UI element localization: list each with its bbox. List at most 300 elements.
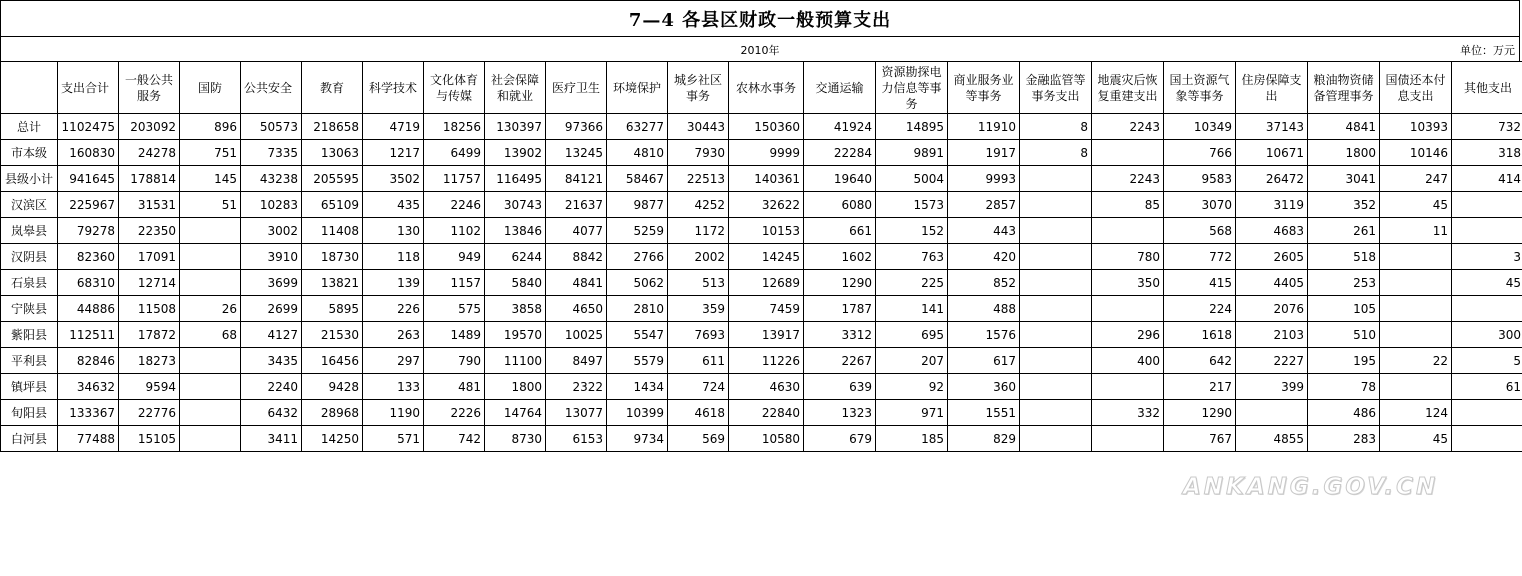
table-cell: 178814 (119, 166, 180, 192)
table-cell (1020, 192, 1092, 218)
table-cell: 513 (668, 270, 729, 296)
table-cell: 8730 (485, 426, 546, 452)
table-cell: 41924 (804, 114, 876, 140)
table-cell: 18273 (119, 348, 180, 374)
table-cell: 133 (363, 374, 424, 400)
table-cell: 3411 (241, 426, 302, 452)
table-cell: 2857 (948, 192, 1020, 218)
table-cell: 679 (804, 426, 876, 452)
table-cell: 82846 (58, 348, 119, 374)
row-label: 镇坪县 (1, 374, 58, 400)
column-header: 其他支出 (1452, 62, 1522, 114)
table-cell: 13846 (485, 218, 546, 244)
row-label: 汉滨区 (1, 192, 58, 218)
table-cell: 3699 (241, 270, 302, 296)
table-cell (180, 374, 241, 400)
table-cell: 2605 (1236, 244, 1308, 270)
table-cell: 1323 (804, 400, 876, 426)
table-cell: 6432 (241, 400, 302, 426)
table-cell: 6244 (485, 244, 546, 270)
table-cell: 11226 (729, 348, 804, 374)
table-cell (1452, 218, 1522, 244)
table-body (1, 114, 1522, 452)
table-cell: 85 (1092, 192, 1164, 218)
table-cell: 4405 (1236, 270, 1308, 296)
table-cell: 226 (363, 296, 424, 322)
table-header-row (1, 62, 1522, 114)
table-cell: 3041 (1308, 166, 1380, 192)
table-cell: 8 (1020, 114, 1092, 140)
table-cell: 9594 (119, 374, 180, 400)
table-cell: 45 (1452, 270, 1522, 296)
table-cell (1092, 374, 1164, 400)
table-cell: 5062 (607, 270, 668, 296)
table-cell: 6080 (804, 192, 876, 218)
table-row (1, 348, 1522, 374)
table-cell: 247 (1380, 166, 1452, 192)
table-cell: 22513 (668, 166, 729, 192)
table-cell: 14245 (729, 244, 804, 270)
table-cell: 45 (1380, 192, 1452, 218)
table-cell: 97366 (546, 114, 607, 140)
table-cell: 5547 (607, 322, 668, 348)
table-cell: 2076 (1236, 296, 1308, 322)
table-cell (1020, 322, 1092, 348)
table-cell: 160830 (58, 140, 119, 166)
table-cell: 10283 (241, 192, 302, 218)
table-cell: 50573 (241, 114, 302, 140)
table-cell: 949 (424, 244, 485, 270)
table-cell: 133367 (58, 400, 119, 426)
table-cell: 488 (948, 296, 1020, 322)
table-cell: 896 (180, 114, 241, 140)
table-cell: 1551 (948, 400, 1020, 426)
table-cell: 352 (1308, 192, 1380, 218)
table-cell: 30743 (485, 192, 546, 218)
year-label: 2010年 (740, 44, 780, 57)
table-cell: 26 (180, 296, 241, 322)
table-cell: 767 (1164, 426, 1236, 452)
table-cell: 5840 (485, 270, 546, 296)
table-cell: 11408 (302, 218, 363, 244)
table-cell: 772 (1164, 244, 1236, 270)
table-cell: 8 (1020, 140, 1092, 166)
table-cell: 518 (1308, 244, 1380, 270)
table-cell: 28968 (302, 400, 363, 426)
row-label: 县级小计 (1, 166, 58, 192)
table-cell: 152 (876, 218, 948, 244)
row-label: 岚皋县 (1, 218, 58, 244)
table-cell: 2322 (546, 374, 607, 400)
sheet-title: 7—4 各县区财政一般预算支出 (0, 0, 1520, 36)
table-cell: 639 (804, 374, 876, 400)
table-cell: 17091 (119, 244, 180, 270)
table-cell: 9877 (607, 192, 668, 218)
column-header: 文化体育与传媒 (424, 62, 485, 114)
table-cell: 5004 (876, 166, 948, 192)
table-row (1, 166, 1522, 192)
table-cell: 481 (424, 374, 485, 400)
table-cell: 4630 (729, 374, 804, 400)
table-cell: 7693 (668, 322, 729, 348)
table-cell: 642 (1164, 348, 1236, 374)
column-header: 资源勘探电力信息等事务 (876, 62, 948, 114)
table-cell: 207 (876, 348, 948, 374)
table-cell: 225 (876, 270, 948, 296)
table-cell (1020, 400, 1092, 426)
table-cell: 185 (876, 426, 948, 452)
table-cell: 486 (1308, 400, 1380, 426)
table-cell: 4841 (1308, 114, 1380, 140)
table-cell: 15105 (119, 426, 180, 452)
table-cell: 68310 (58, 270, 119, 296)
table-cell: 13902 (485, 140, 546, 166)
table-cell: 92 (876, 374, 948, 400)
table-cell: 3119 (1236, 192, 1308, 218)
table-cell: 195 (1308, 348, 1380, 374)
table-cell: 79278 (58, 218, 119, 244)
table-cell: 751 (180, 140, 241, 166)
table-cell: 217 (1164, 374, 1236, 400)
column-header: 国土资源气象等事务 (1164, 62, 1236, 114)
table-cell: 30443 (668, 114, 729, 140)
table-cell: 124 (1380, 400, 1452, 426)
table-cell: 2699 (241, 296, 302, 322)
table-cell: 1434 (607, 374, 668, 400)
table-cell: 1190 (363, 400, 424, 426)
table-cell: 1489 (424, 322, 485, 348)
table-cell: 1290 (1164, 400, 1236, 426)
table-cell: 4650 (546, 296, 607, 322)
table-cell: 22284 (804, 140, 876, 166)
table-cell: 695 (876, 322, 948, 348)
table-cell: 1573 (876, 192, 948, 218)
table-cell (1092, 426, 1164, 452)
table-cell: 300 (1452, 322, 1522, 348)
table-cell: 9583 (1164, 166, 1236, 192)
table-cell: 1787 (804, 296, 876, 322)
table-cell: 763 (876, 244, 948, 270)
table-cell: 11 (1380, 218, 1452, 244)
column-header: 城乡社区事务 (668, 62, 729, 114)
table-cell: 790 (424, 348, 485, 374)
table-cell: 22350 (119, 218, 180, 244)
table-cell: 400 (1092, 348, 1164, 374)
table-cell: 18256 (424, 114, 485, 140)
table-cell: 1102475 (58, 114, 119, 140)
table-cell: 14895 (876, 114, 948, 140)
table-cell (1236, 400, 1308, 426)
table-cell: 4683 (1236, 218, 1308, 244)
table-cell: 8497 (546, 348, 607, 374)
table-cell: 12689 (729, 270, 804, 296)
table-cell: 420 (948, 244, 1020, 270)
header-cell-corner (1, 62, 58, 114)
table-cell: 116495 (485, 166, 546, 192)
table-cell: 3312 (804, 322, 876, 348)
table-cell: 3435 (241, 348, 302, 374)
table-cell: 568 (1164, 218, 1236, 244)
table-cell: 130 (363, 218, 424, 244)
table-cell: 414 (1452, 166, 1522, 192)
table-cell: 5895 (302, 296, 363, 322)
table-cell (1380, 244, 1452, 270)
table-cell: 575 (424, 296, 485, 322)
column-header: 国防 (180, 62, 241, 114)
table-cell: 22776 (119, 400, 180, 426)
column-header: 住房保障支出 (1236, 62, 1308, 114)
table-cell: 3858 (485, 296, 546, 322)
table-cell: 9891 (876, 140, 948, 166)
table-cell: 112511 (58, 322, 119, 348)
table-cell (180, 400, 241, 426)
table-cell: 611 (668, 348, 729, 374)
table-cell: 224 (1164, 296, 1236, 322)
table-cell: 32622 (729, 192, 804, 218)
table-cell: 31531 (119, 192, 180, 218)
table-cell: 283 (1308, 426, 1380, 452)
table-cell: 435 (363, 192, 424, 218)
table-cell: 21530 (302, 322, 363, 348)
table-cell (1452, 426, 1522, 452)
table-cell: 118 (363, 244, 424, 270)
table-row (1, 270, 1522, 296)
table-cell: 13245 (546, 140, 607, 166)
table-cell: 780 (1092, 244, 1164, 270)
column-header: 农林水事务 (729, 62, 804, 114)
table-row (1, 400, 1522, 426)
table-cell (180, 426, 241, 452)
row-label: 紫阳县 (1, 322, 58, 348)
table-cell (1452, 192, 1522, 218)
table-cell (1380, 374, 1452, 400)
table-cell: 43238 (241, 166, 302, 192)
row-label: 旬阳县 (1, 400, 58, 426)
table-cell: 6153 (546, 426, 607, 452)
table-cell: 10153 (729, 218, 804, 244)
column-header: 环境保护 (607, 62, 668, 114)
table-cell (1020, 374, 1092, 400)
table-cell: 4077 (546, 218, 607, 244)
table-cell: 2766 (607, 244, 668, 270)
table-cell: 2103 (1236, 322, 1308, 348)
table-row (1, 426, 1522, 452)
table-cell: 9993 (948, 166, 1020, 192)
table-cell: 2810 (607, 296, 668, 322)
table-cell: 37143 (1236, 114, 1308, 140)
table-cell: 5 (1452, 348, 1522, 374)
table-cell: 3002 (241, 218, 302, 244)
table-cell: 205595 (302, 166, 363, 192)
table-cell: 4841 (546, 270, 607, 296)
table-cell: 13821 (302, 270, 363, 296)
table-cell: 105 (1308, 296, 1380, 322)
row-label: 总计 (1, 114, 58, 140)
table-cell: 34632 (58, 374, 119, 400)
table-cell: 26472 (1236, 166, 1308, 192)
row-label: 平利县 (1, 348, 58, 374)
column-header: 医疗卫生 (546, 62, 607, 114)
table-cell: 2002 (668, 244, 729, 270)
table-cell (1380, 322, 1452, 348)
table-cell: 5259 (607, 218, 668, 244)
table-cell: 2226 (424, 400, 485, 426)
table-cell: 1172 (668, 218, 729, 244)
column-header: 交通运输 (804, 62, 876, 114)
table-cell: 1917 (948, 140, 1020, 166)
table-cell: 84121 (546, 166, 607, 192)
row-label: 石泉县 (1, 270, 58, 296)
table-cell: 8842 (546, 244, 607, 270)
table-cell (1380, 270, 1452, 296)
table-cell: 11910 (948, 114, 1020, 140)
table-cell: 19570 (485, 322, 546, 348)
table-cell: 77488 (58, 426, 119, 452)
table-cell: 10393 (1380, 114, 1452, 140)
table-cell: 11100 (485, 348, 546, 374)
table-cell: 13063 (302, 140, 363, 166)
table-cell: 3910 (241, 244, 302, 270)
table-cell: 6499 (424, 140, 485, 166)
table-cell: 10580 (729, 426, 804, 452)
table-cell: 724 (668, 374, 729, 400)
table-cell (1020, 218, 1092, 244)
table-cell: 82360 (58, 244, 119, 270)
table-cell: 2240 (241, 374, 302, 400)
column-header: 地震灾后恢复重建支出 (1092, 62, 1164, 114)
table-cell (180, 244, 241, 270)
table-cell: 253 (1308, 270, 1380, 296)
column-header: 公共安全 (241, 62, 302, 114)
table-cell: 4855 (1236, 426, 1308, 452)
table-row (1, 140, 1522, 166)
table-cell: 145 (180, 166, 241, 192)
table-cell: 139 (363, 270, 424, 296)
table-cell: 1102 (424, 218, 485, 244)
table-cell: 359 (668, 296, 729, 322)
table-cell (1452, 400, 1522, 426)
table-cell (1020, 426, 1092, 452)
table-cell: 68 (180, 322, 241, 348)
table-cell: 571 (363, 426, 424, 452)
table-cell: 5579 (607, 348, 668, 374)
column-header: 商业服务业等事务 (948, 62, 1020, 114)
table-cell (1020, 296, 1092, 322)
table-cell: 7335 (241, 140, 302, 166)
table-cell: 22840 (729, 400, 804, 426)
unit-label: 单位：万元 (1460, 44, 1515, 57)
table-cell: 10671 (1236, 140, 1308, 166)
table-cell: 65109 (302, 192, 363, 218)
table-cell: 16456 (302, 348, 363, 374)
expenditure-table (0, 61, 1522, 452)
column-header: 教育 (302, 62, 363, 114)
table-cell: 9999 (729, 140, 804, 166)
table-cell: 3 (1452, 244, 1522, 270)
column-header: 社会保障和就业 (485, 62, 546, 114)
table-cell: 10146 (1380, 140, 1452, 166)
column-header: 国债还本付息支出 (1380, 62, 1452, 114)
table-cell: 203092 (119, 114, 180, 140)
table-cell (1020, 270, 1092, 296)
table-cell: 140361 (729, 166, 804, 192)
table-cell: 10399 (607, 400, 668, 426)
table-row (1, 114, 1522, 140)
table-cell: 2243 (1092, 166, 1164, 192)
table-cell: 4719 (363, 114, 424, 140)
column-header: 支出合计 (58, 62, 119, 114)
table-cell (1452, 296, 1522, 322)
table-row (1, 192, 1522, 218)
table-cell: 4127 (241, 322, 302, 348)
table-cell: 766 (1164, 140, 1236, 166)
table-cell: 13077 (546, 400, 607, 426)
table-cell: 1290 (804, 270, 876, 296)
table-cell: 350 (1092, 270, 1164, 296)
table-cell (1380, 296, 1452, 322)
row-label: 白河县 (1, 426, 58, 452)
table-cell: 510 (1308, 322, 1380, 348)
table-row (1, 296, 1522, 322)
table-cell: 661 (804, 218, 876, 244)
table-cell: 742 (424, 426, 485, 452)
table-cell: 11757 (424, 166, 485, 192)
table-cell: 51 (180, 192, 241, 218)
table-cell: 63277 (607, 114, 668, 140)
table-cell: 19640 (804, 166, 876, 192)
table-cell: 2227 (1236, 348, 1308, 374)
table-cell: 1618 (1164, 322, 1236, 348)
table-cell: 12714 (119, 270, 180, 296)
table-cell: 263 (363, 322, 424, 348)
table-cell (180, 270, 241, 296)
table-cell: 443 (948, 218, 1020, 244)
column-header: 一般公共服务 (119, 62, 180, 114)
table-cell: 3070 (1164, 192, 1236, 218)
table-cell (1020, 166, 1092, 192)
table-cell: 2267 (804, 348, 876, 374)
table-cell: 45 (1380, 426, 1452, 452)
table-cell: 4618 (668, 400, 729, 426)
table-row (1, 218, 1522, 244)
table-cell: 1157 (424, 270, 485, 296)
table-cell: 4252 (668, 192, 729, 218)
table-cell: 7930 (668, 140, 729, 166)
table-cell: 617 (948, 348, 1020, 374)
table-cell: 332 (1092, 400, 1164, 426)
table-cell: 18730 (302, 244, 363, 270)
table-cell: 941645 (58, 166, 119, 192)
table-cell: 360 (948, 374, 1020, 400)
table-cell: 1576 (948, 322, 1020, 348)
table-cell: 7459 (729, 296, 804, 322)
table-cell: 829 (948, 426, 1020, 452)
table-cell: 318 (1452, 140, 1522, 166)
table-cell: 14764 (485, 400, 546, 426)
table-cell: 150360 (729, 114, 804, 140)
table-cell: 78 (1308, 374, 1380, 400)
site-watermark: ANKANG.GOV.CN (1183, 474, 1439, 500)
row-label: 汉阴县 (1, 244, 58, 270)
table-cell: 3502 (363, 166, 424, 192)
row-label: 市本级 (1, 140, 58, 166)
table-cell: 4810 (607, 140, 668, 166)
table-cell: 61 (1452, 374, 1522, 400)
table-cell: 17872 (119, 322, 180, 348)
table-cell: 297 (363, 348, 424, 374)
table-cell: 1602 (804, 244, 876, 270)
table-cell: 732 (1452, 114, 1522, 140)
